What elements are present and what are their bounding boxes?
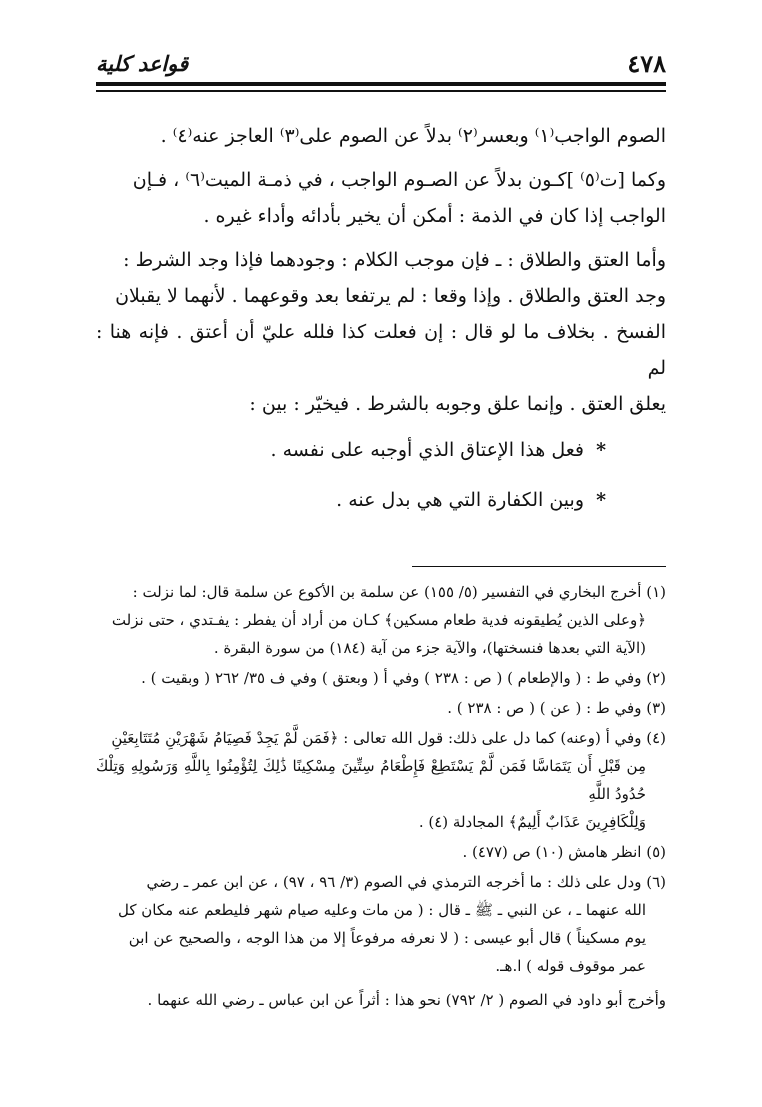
- footnote-6-continuation: وأخرج أبو داود في الصوم ( ٢/ ٧٩٢) نحو هذا : أثراً عن ابن عباس ـ رضي الله عنهما .: [147, 991, 666, 1009]
- footnote-4-line-1: (٤) وفي أ (وعنه) كما دل على ذلك: قول الله تعالى : ﴿فَمَن لَّمْ يَجِدْ فَصِيَامُ شَهْرَيْنِ مُتَتَابِعَيْنِ: [111, 729, 666, 747]
- paragraph-2-line-1: وكما [ت⁽٥⁾ ]كـون بدلاً عن الصـوم الواجب ، في ذمـة الميت⁽٦⁾ ، فـإن: [132, 169, 666, 191]
- bullet-item-1: [96, 432, 666, 468]
- footnote-5: (٥) انظر هامش (١٠) ص (٤٧٧) .: [462, 843, 666, 861]
- footnote-1-line-1: (١) أخرج البخاري في التفسير (٥/ ١٥٥) عن سلمة بن الأكوع عن سلمة قال: لما نزلت :: [132, 583, 666, 601]
- header-rule-thick: [96, 82, 666, 86]
- footnote-3: (٣) وفي ط : ( عن ) ( ص : ٢٣٨ ) .: [447, 699, 666, 717]
- paragraph-3-line-2: وجد العتق والطلاق . وإذا وقعا : لم يرتفعا بعد وقوعهما . لأنهما لا يقبلان: [115, 285, 666, 307]
- footnote-1-line-2: ﴿وعلى الذين يُطيقونه فدية طعام مسكين﴾ كـان من أراد أن يفطر : يفـتدي ، حتى نزلت: [111, 611, 646, 629]
- bullet-item-1-text: فعل هذا الإعتاق الذي أوجبه على نفسه .: [270, 439, 585, 461]
- paragraph-3-line-3: الفسخ . بخلاف ما لو قال : إن فعلت كذا فلله عليّ أن أعتق . فإنه هنا : لم: [96, 321, 666, 379]
- footnotes: [96, 576, 666, 1014]
- footnote-separator: [412, 566, 666, 567]
- paragraph-3-line-4: يعلق العتق . وإنما علق وجوبه بالشرط . فيخيّر : بين :: [249, 393, 666, 415]
- footnote-6-line-2: الله عنهما ـ ، عن النبي ـ ﷺ ـ قال : ( من مات وعليه صيام شهر فليطعم عنه مكان كل: [118, 901, 646, 919]
- paragraph-1: الصوم الواجب⁽١⁾ وبعسر⁽٢⁾ بدلاً عن الصوم على⁽٣⁾ العاجز عنه⁽٤⁾ .: [160, 125, 666, 147]
- footnote-4-line-2: مِن قَبْلِ أَن يَتَمَاسَّا فَمَن لَّمْ يَسْتَطِعْ فَإِطْعَامُ سِتِّينَ مِسْكِينًا ذَٰلِكَ لِتُؤْمِنُوا بِاللَّهِ وَرَسُولِهِ وَتِلْكَ حُدُودُ اللَّهِ: [96, 757, 646, 803]
- paragraph-3-line-1: وأما العتق والطلاق : ـ فإن موجب الكلام : وجودهما فإذا وجد الشرط :: [123, 249, 666, 271]
- star-bullet-icon: *: [596, 439, 606, 461]
- book-title: قواعد كلية: [96, 50, 189, 76]
- bullet-item-2-text: وبين الكفارة التي هي بدل عنه .: [336, 489, 585, 511]
- footnote-6-line-4: عمر موقوف قوله ) ا.هـ.: [495, 957, 646, 975]
- star-bullet-icon: *: [596, 489, 606, 511]
- footnote-4-line-3: وَلِلْكَافِرِينَ عَذَابٌ أَلِيمٌ﴾ المجادلة (٤) .: [418, 813, 646, 831]
- footnote-1-line-3: (الآية التي بعدها فنسختها)، والآية جزء من آية (١٨٤) من سورة البقرة .: [213, 639, 646, 657]
- bullet-item-2: [96, 482, 666, 518]
- header-rule-thin: [96, 90, 666, 92]
- paragraph-2-line-2: الواجب إذا كان في الذمة : أمكن أن يخير بأدائه وأداء غيره .: [203, 205, 666, 227]
- main-text: [96, 118, 666, 518]
- footnote-6-line-1: (٦) ودل على ذلك : ما أخرجه الترمذي في الصوم (٣/ ٩٦ ، ٩٧) ، عن ابن عمر ـ رضي: [146, 873, 666, 891]
- footnote-2: (٢) وفي ط : ( والإطعام ) ( ص : ٢٣٨ ) وفي أ ( وبعتق ) وفي ف ٣٥/ ٢٦٢ ( وبقيت ) .: [141, 669, 666, 687]
- page-number: ٤٧٨: [627, 48, 666, 78]
- page-header: [96, 48, 666, 78]
- footnote-6-line-3: يوم مسكيناً ) قال أبو عيسى : ( لا نعرفه مرفوعاً إلا من هذا الوجه ، والصحيح عن ابن: [128, 929, 646, 947]
